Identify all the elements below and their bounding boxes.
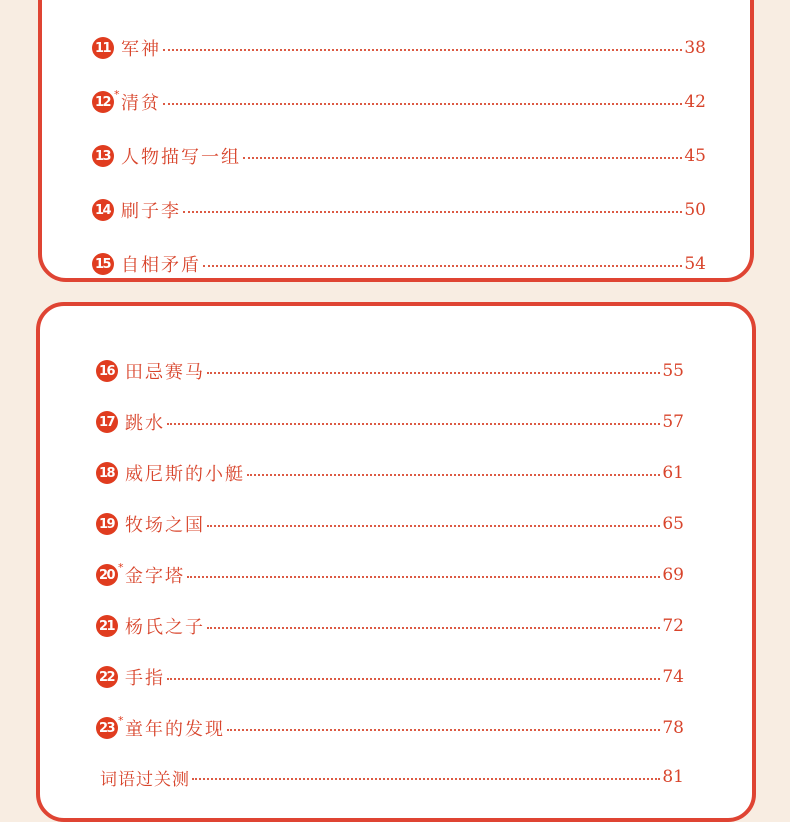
lesson-number-badge: 22 [96, 666, 118, 688]
lesson-title: 手指 [125, 668, 165, 689]
toc-entry-12[interactable] [92, 87, 706, 117]
page-number: 54 [684, 254, 706, 274]
page-number: 74 [662, 667, 684, 687]
lesson-number-badge: 16 [96, 360, 118, 382]
toc-entry-14[interactable] [92, 195, 706, 225]
page-number: 81 [662, 767, 684, 787]
dot-leader [167, 678, 660, 680]
toc-entry-20[interactable] [96, 560, 684, 590]
lesson-title: 童年的发现 [125, 719, 225, 740]
lesson-title: 威尼斯的小艇 [125, 464, 245, 485]
lesson-number-badge: 23 [96, 717, 118, 739]
dot-leader [207, 525, 660, 527]
dot-leader [227, 729, 660, 731]
lesson-title: 跳水 [125, 413, 165, 434]
toc-entry-22[interactable] [96, 662, 684, 692]
lesson-title: 金字塔 [125, 566, 185, 587]
lesson-number-badge: 17 [96, 411, 118, 433]
lesson-number-badge: 19 [96, 513, 118, 535]
lesson-title: 刷子李 [121, 201, 181, 222]
dot-leader [207, 372, 660, 374]
toc-entry-18[interactable] [96, 458, 684, 488]
page-number: 61 [662, 463, 684, 483]
toc-entry-review[interactable] [100, 762, 684, 792]
dot-leader [183, 211, 682, 213]
page-number: 69 [662, 565, 684, 585]
toc-card-top [38, 0, 754, 282]
dot-leader [243, 157, 682, 159]
lesson-title: 人物描写一组 [121, 147, 241, 168]
review-title: 词语过关测 [100, 769, 190, 790]
page-number: 78 [662, 718, 684, 738]
toc-entry-13[interactable] [92, 141, 706, 171]
lesson-title: 田忌赛马 [125, 362, 205, 383]
dot-leader [167, 423, 660, 425]
lesson-number-badge: 12 [92, 91, 114, 113]
lesson-number-badge: 15 [92, 253, 114, 275]
page-number: 42 [684, 92, 706, 112]
optional-star-icon: * [118, 714, 124, 727]
dot-leader [187, 576, 660, 578]
lesson-title: 清贫 [121, 93, 161, 114]
dot-leader [207, 627, 660, 629]
toc-entry-16[interactable] [96, 356, 684, 386]
page-number: 72 [662, 616, 684, 636]
page-number: 45 [684, 146, 706, 166]
toc-entry-19[interactable] [96, 509, 684, 539]
lesson-number-badge: 11 [92, 37, 114, 59]
optional-star-icon: * [118, 561, 124, 574]
page-number: 65 [662, 514, 684, 534]
toc-entry-23[interactable] [96, 713, 684, 743]
page-number: 55 [662, 361, 684, 381]
lesson-title: 杨氏之子 [125, 617, 205, 638]
dot-leader [163, 49, 682, 51]
page-number: 38 [684, 38, 706, 58]
dot-leader [203, 265, 682, 267]
toc-entry-15[interactable] [92, 249, 706, 279]
dot-leader [192, 778, 660, 780]
lesson-number-badge: 21 [96, 615, 118, 637]
dot-leader [247, 474, 660, 476]
toc-entry-17[interactable] [96, 407, 684, 437]
toc-entry-21[interactable] [96, 611, 684, 641]
toc-card-bottom [36, 302, 756, 822]
page-number: 57 [662, 412, 684, 432]
lesson-number-badge: 14 [92, 199, 114, 221]
page-number: 50 [684, 200, 706, 220]
dot-leader [163, 103, 682, 105]
lesson-number-badge: 18 [96, 462, 118, 484]
lesson-title: 牧场之国 [125, 515, 205, 536]
lesson-number-badge: 13 [92, 145, 114, 167]
lesson-number-badge: 20 [96, 564, 118, 586]
lesson-title: 军神 [121, 39, 161, 60]
toc-entry-11[interactable] [92, 33, 706, 63]
lesson-title: 自相矛盾 [121, 255, 201, 276]
optional-star-icon: * [114, 88, 120, 101]
